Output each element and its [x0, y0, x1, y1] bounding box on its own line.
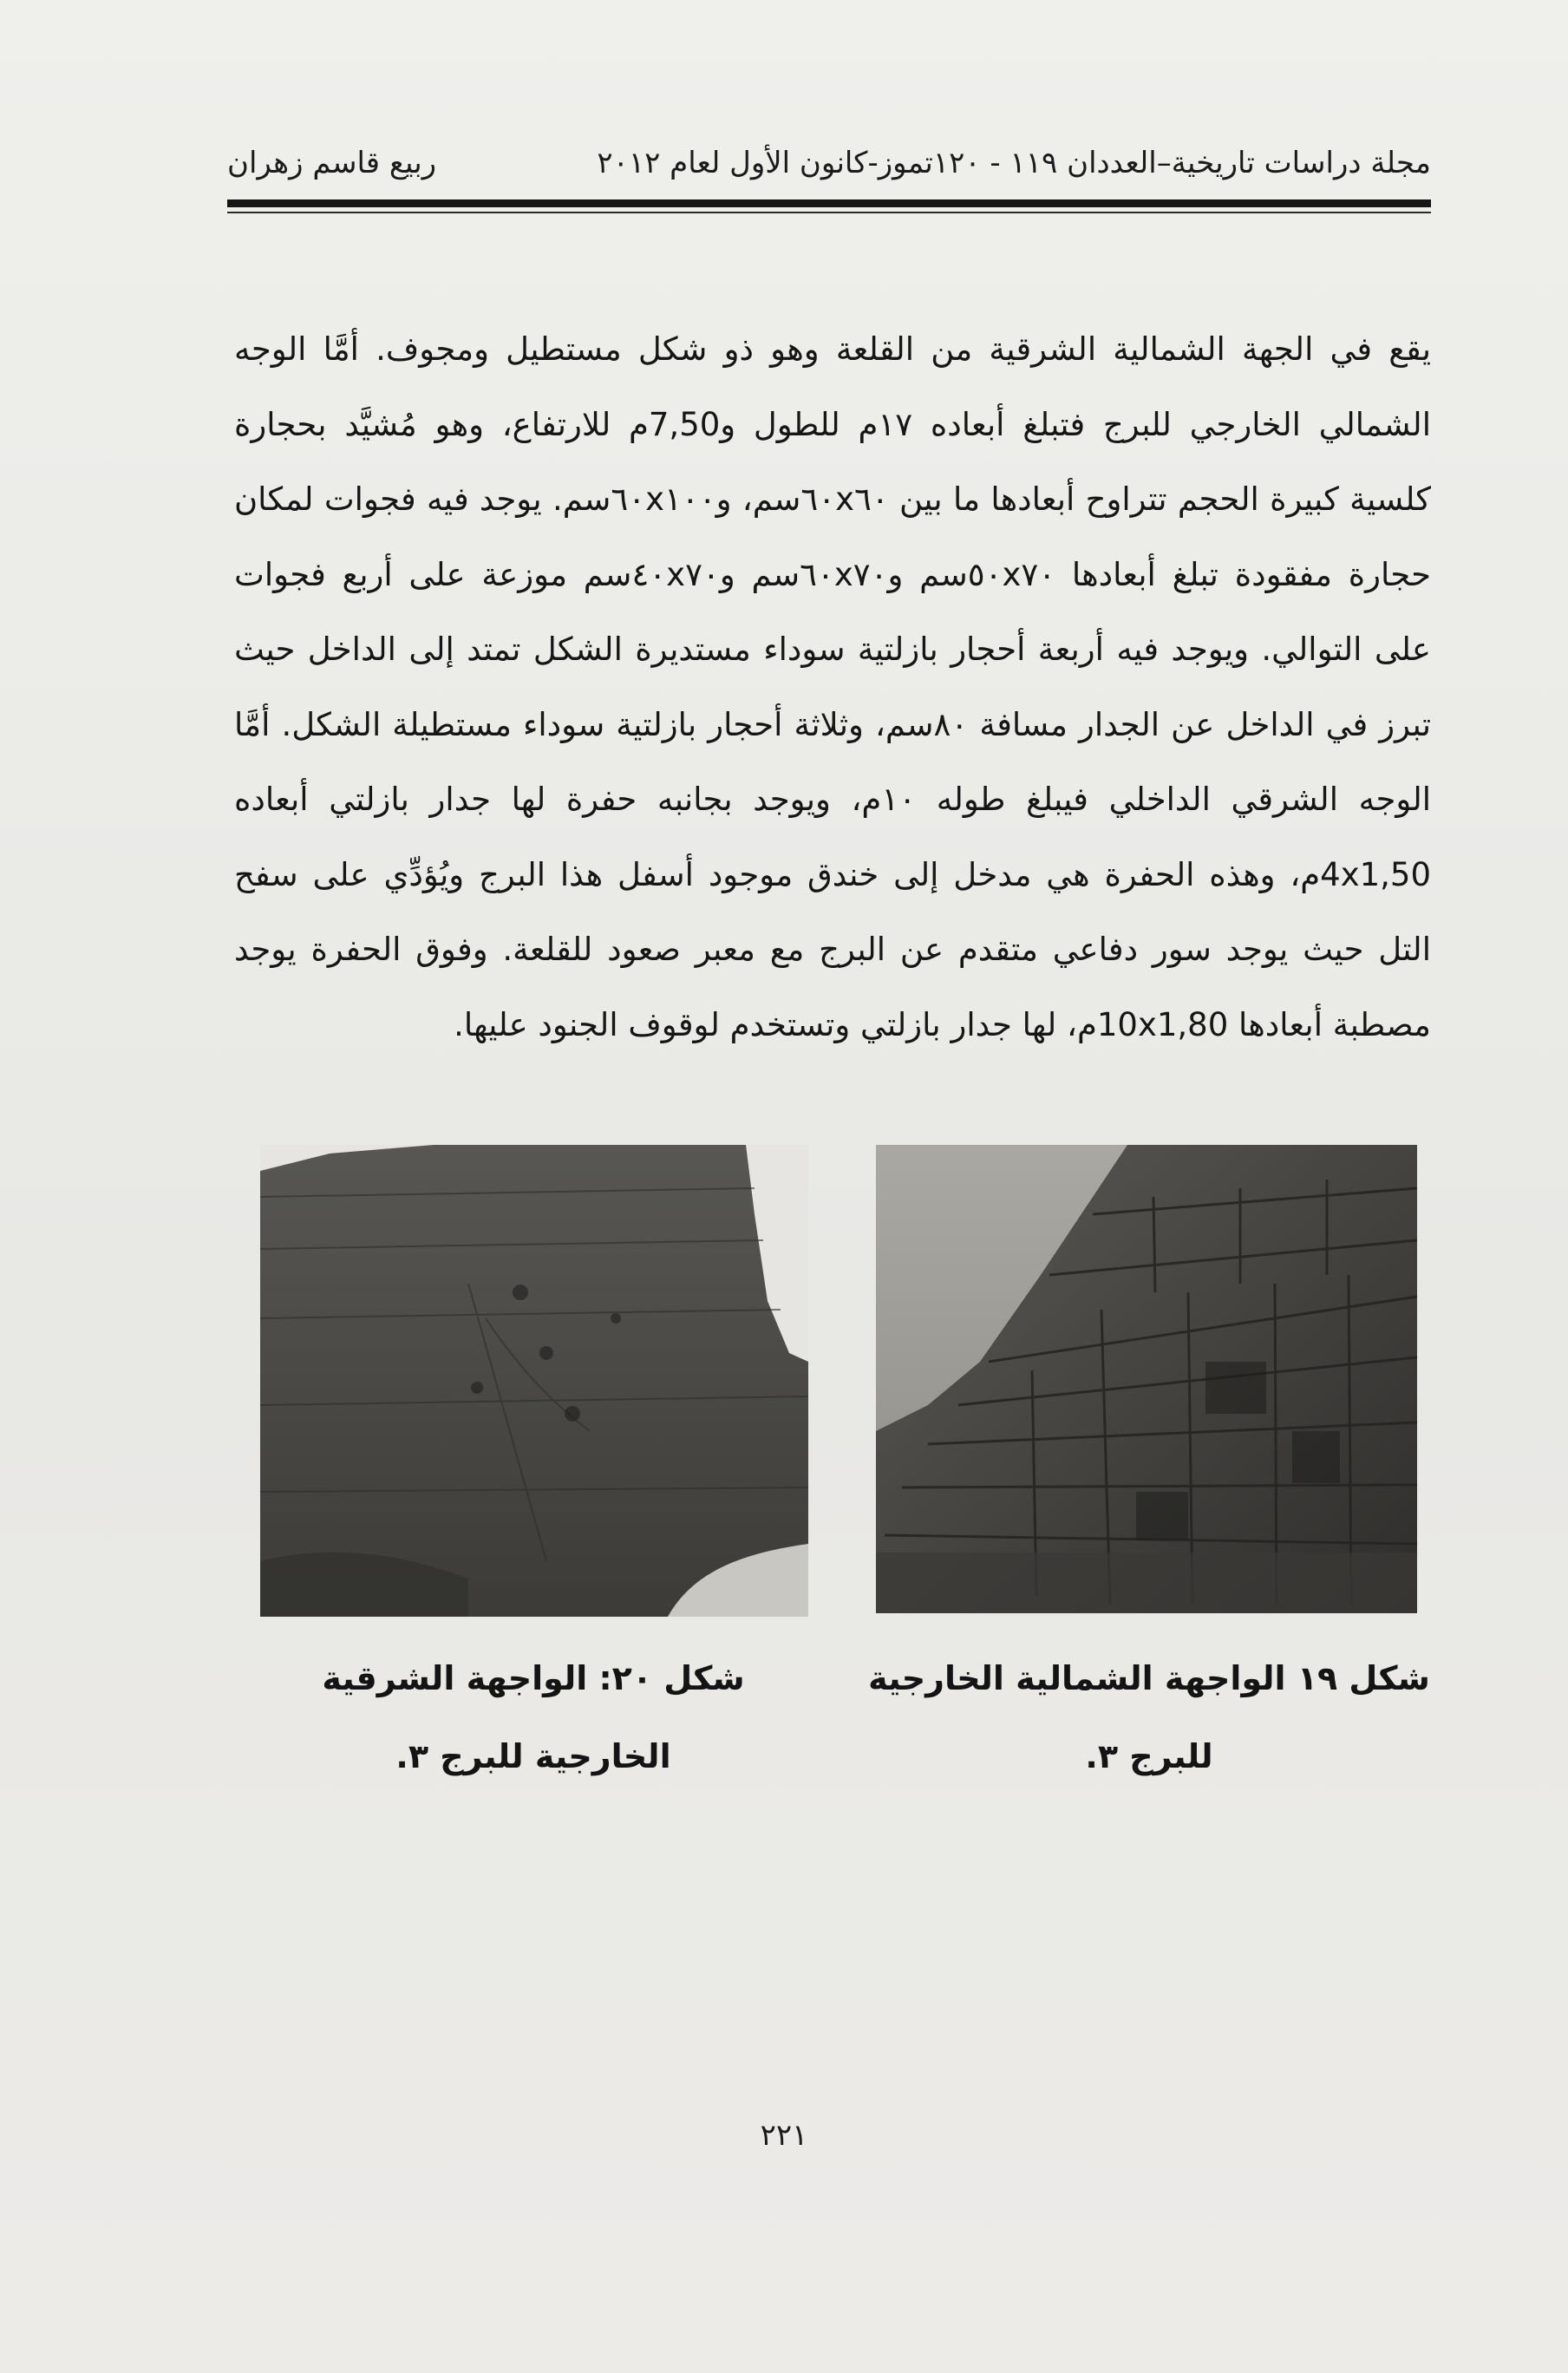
page-number: ٢٢١ [760, 2118, 808, 2153]
author-name: ربيع قاسم زهران [227, 146, 437, 180]
running-header [227, 141, 1431, 193]
header-rule-thin [227, 212, 1431, 213]
header-rule [227, 199, 1431, 207]
east-wall-photo-image [260, 1145, 808, 1617]
north-wall-photo-image [876, 1145, 1417, 1613]
body-text [234, 312, 1431, 1062]
figure-20-caption: شكل ٢٠: الواجهة الشرقية الخارجية للبرج ٣. [322, 1659, 745, 1775]
figure-19-photo [876, 1145, 1417, 1613]
figure-20-photo [260, 1145, 808, 1617]
figure-19-caption: شكل ١٩ الواجهة الشمالية الخارجية للبرج ٣. [868, 1659, 1430, 1775]
body-paragraph: يقع في الجهة الشمالية الشرقية من القلعة وهو ذو شكل مستطيل ومجوف. أمَّا الوجه الشمالي الخارجي للبرج فتبلغ أبعاده ١٧م للطول و7,50م للارتفاع، وهو مُشيَّد بحجارة كلسية كبيرة الحجم تتراوح أبعادها ما بين ٦٠x٦٠سم، و٦٠x١٠٠سم. يوجد فيه فجوات لمكان حجارة مفقودة تبلغ أبعادها ٥٠x٧٠سم و٦٠x٧٠سم و٤٠x٧٠سم موزعة على أربع فجوات على التوالي. ويوجد فيه أربعة أحجار بازلتية سوداء مستديرة الشكل تمتد إلى الداخل حيث تبرز في الداخل عن الجدار مسافة ٨٠سم، وثلاثة أحجار بازلتية سوداء مستطيلة الشكل. أمَّا الوجه الشرقي الداخلي فيبلغ طوله ١٠م، ويوجد بجانبه حفرة لها جدار بازلتي أبعاده 4x1,50م، وهذه الحفرة هي مدخل إلى خندق موجود أسفل هذا البرج ويُؤدِّي على سفح التل حيث يوجد سور دفاعي متقدم عن البرج مع معبر صعود للقلعة. وفوق الحفرة يوجد مصطبة أبعادها 10x1,80م، لها جدار بازلتي وتستخدم لوقوف الجنود عليها. [234, 330, 1432, 1043]
journal-title: مجلة دراسات تاريخية–العددان ١١٩ - ١٢٠تموز-كانون الأول لعام ٢٠١٢ [597, 146, 1431, 180]
